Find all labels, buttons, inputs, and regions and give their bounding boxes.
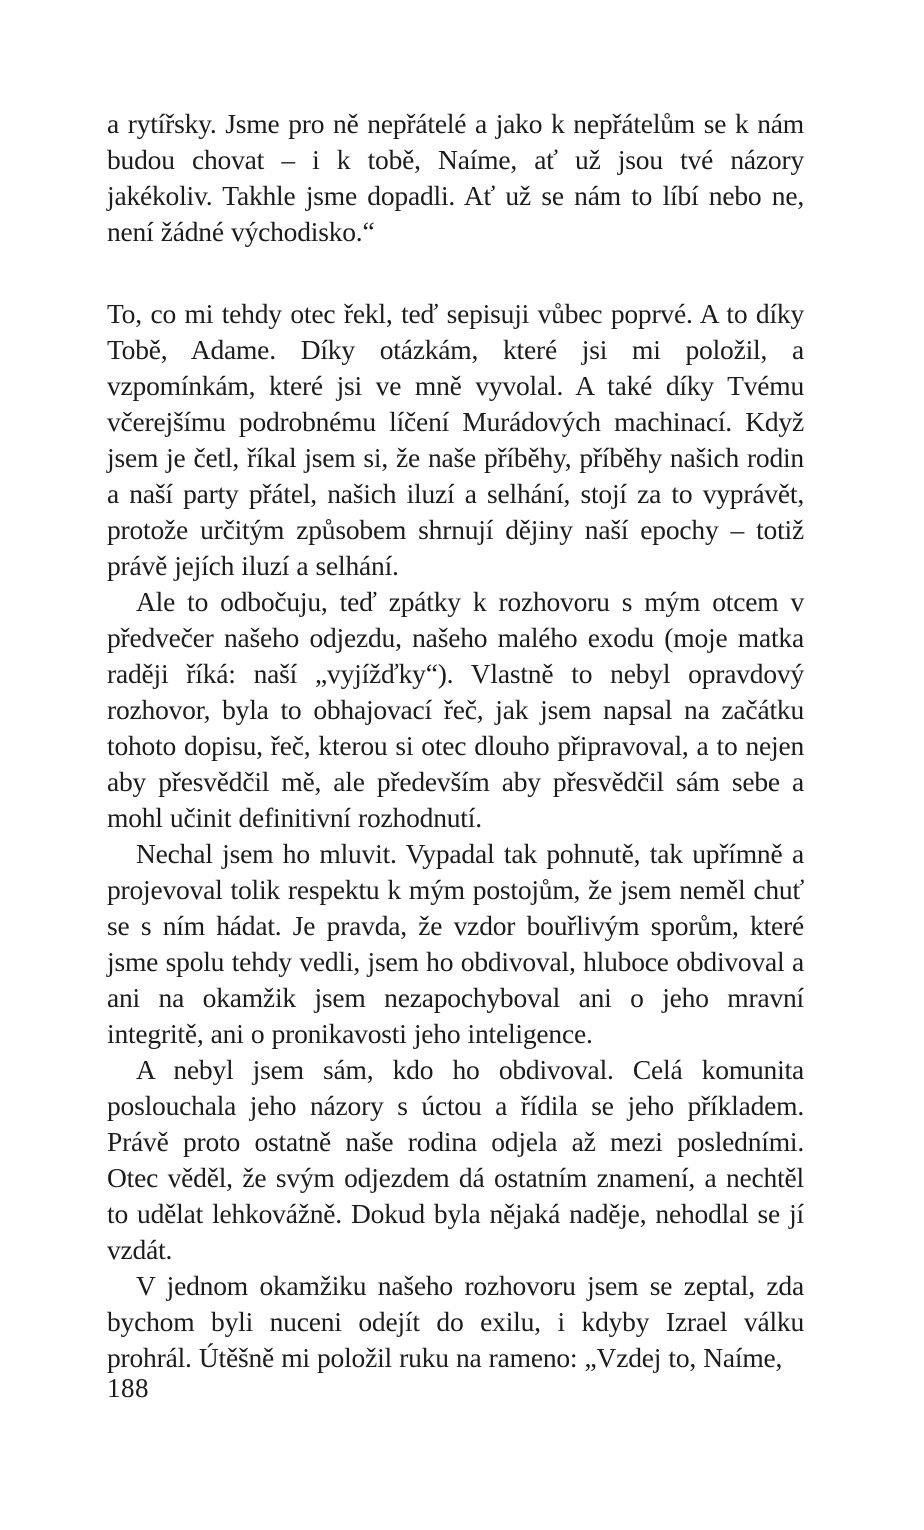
body-paragraph: Nechal jsem ho mluvit. Vypadal tak pohnutě, tak upřímně a projevoval tolik respektu k mým postojům, že jsem neměl chuť se s ním hádat. Je pravda, že vzdor bouřlivým sporům, které jsme spolu tehdy vedli, jsem ho obdivoval, hluboce obdivoval a ani na okamžik jsem nezapochyboval ani o jeho mravní integritě, ani o pronikavosti jeho inteligence. <box>107 838 804 1049</box>
page-number: 188 <box>107 1373 149 1403</box>
body-paragraph: a rytířsky. Jsme pro ně nepřátelé a jako k nepřátelům se k nám budou chovat – i k tobě, Naíme, ať už jsou tvé názory jakékoliv. Takhle jsme dopadli. Ať už se nám to líbí nebo ne, není žádné východisko.“ <box>107 108 804 247</box>
body-text-block <box>107 106 804 1376</box>
body-paragraph: To, co mi tehdy otec řekl, teď sepisuji vůbec poprvé. A to díky Tobě, Adame. Díky otázkám, které jsi mi položil, a vzpomínkám, které jsi ve mně vyvolal. A také díky Tvému včerejšímu podrobnému líčení Murádových machinací. Když jsem je četl, říkal jsem si, že naše příběhy, příběhy našich rodin a naší party přátel, našich iluzí a selhání, stojí za to vyprávět, protože určitým způsobem shrnují dějiny naší epochy – totiž právě jejích iluzí a selhání. <box>107 298 804 581</box>
body-paragraph: A nebyl jsem sám, kdo ho obdivoval. Celá komunita poslouchala jeho názory s úctou a řídila se jeho příkladem. Právě proto ostatně naše rodina odjela až mezi posledními. Otec věděl, že svým odjezdem dá ostatním znamení, a nechtěl to udělat lehkovážně. Dokud byla nějaká naděje, nehodlal se jí vzdát. <box>107 1054 804 1265</box>
body-paragraph: V jednom okamžiku našeho rozhovoru jsem se zeptal, zda bychom byli nuceni odejít do exilu, i kdyby Izrael válku prohrál. Útěšně mi položil ruku na rameno: „Vzdej to, Naíme, <box>107 1270 804 1373</box>
body-paragraph: Ale to odbočuju, teď zpátky k rozhovoru s mým otcem v předvečer našeho odjezdu, našeho malého exodu (moje matka raději říká: naší „vyjížďky“). Vlastně to nebyl opravdový rozhovor, byla to obhajovací řeč, jak jsem napsal na začátku tohoto dopisu, řeč, kterou si otec dlouho připravoval, a to nejen aby přesvědčil mě, ale především aby přesvědčil sám sebe a mohl učinit definitivní rozhodnutí. <box>107 586 804 833</box>
